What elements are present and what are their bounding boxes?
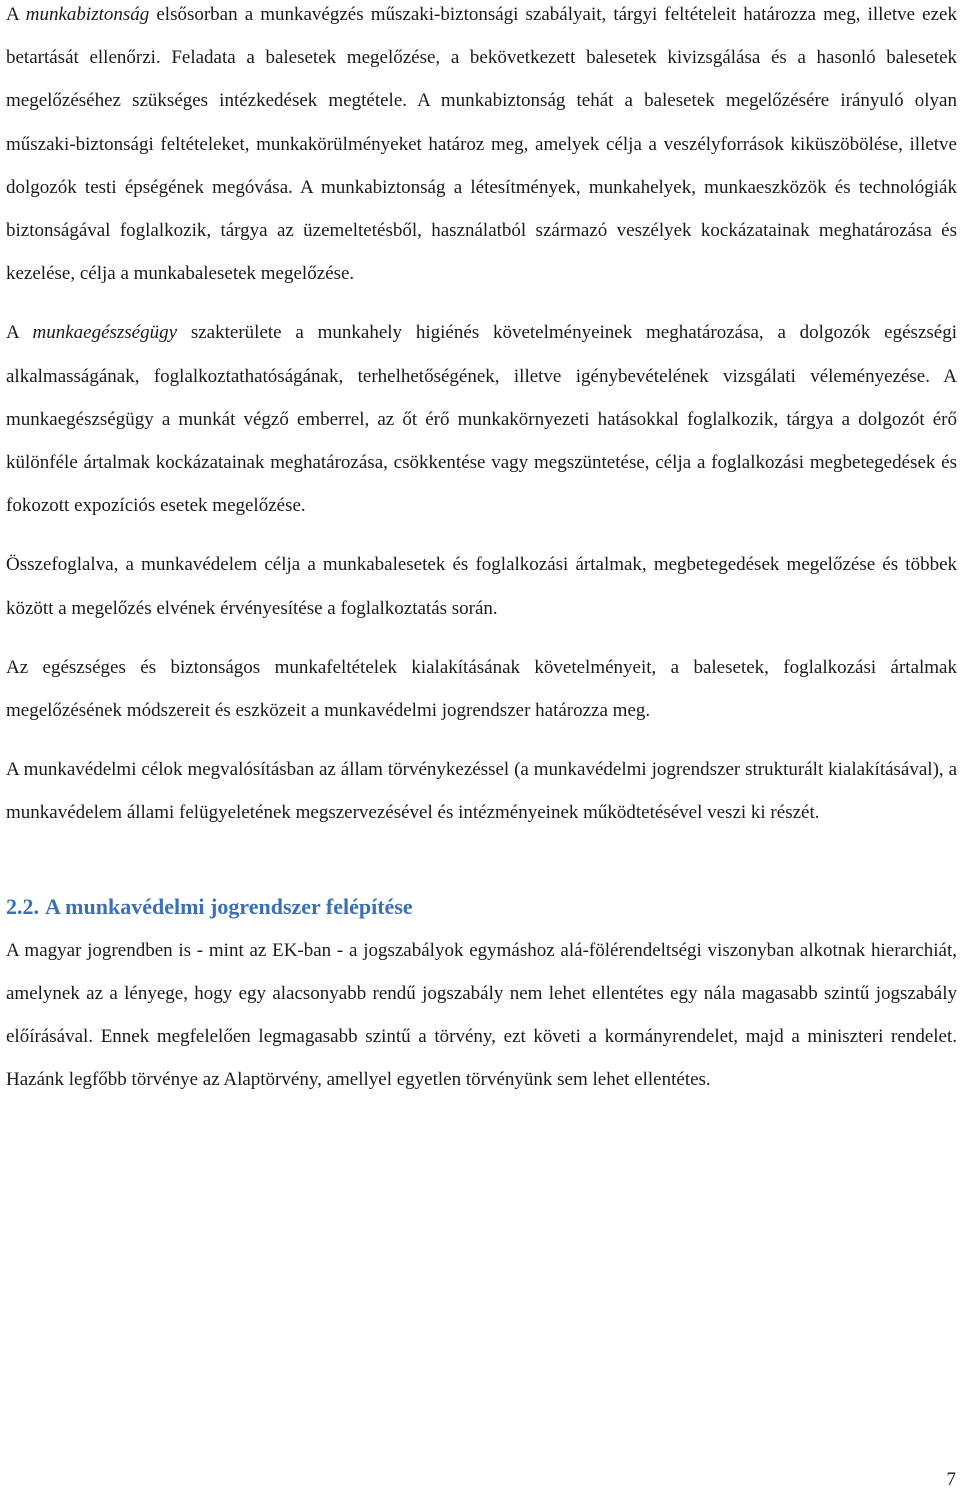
paragraph-prefix: A [6, 322, 33, 344]
term-munkaegeszsegugy: munkaegészségügy [32, 322, 178, 344]
section-heading [6, 885, 957, 929]
paragraph-body: elsősorban a munkavégzés műszaki-biztonsági szabályait, tárgyi feltételeit határozza meg, illetve ezek betartását ellenőrzi. Feladata a balesetek megelőzése, a bekövetkezett balesetek kivizsgálása és a hasonló balesetek megelőzéséhez szükséges intézkedések megtétele. A munkabiztonság tehát a balesetek megelőzésére irányuló olyan műszaki-biztonsági feltételeket, munkakörülményeket határoz meg, amelyek célja a veszélyforrások kiküszöbölése, illetve dolgozók testi épségének megóvása. A munkabiztonság a létesítmények, munkahelyek, munkaeszközök és technológiák biztonságával foglalkozik, tárgya az üzemeltetésből, használatból származó veszélyek kockázatainak meghatározása és kezelése, célja a munkabalesetek megelőzése. [6, 4, 957, 285]
paragraph-summary: Összefoglalva, a munkavédelem célja a munkabalesetek és foglalkozási ártalmak, megbetegedések megelőzése és többek között a megelőzés elvének érvényesítése a foglalkoztatás során. [6, 554, 957, 619]
paragraph-body: szakterülete a munkahely higiénés követelményeinek meghatározása, a dolgozók egészségi alkalmasságának, foglalkoztathatóságának, terhelhetőségének, illetve igénybevételének vizsgálati véleményezése. A munkaegészségügy a munkát végző emberrel, az őt érő munkakörnyezeti hatásokkal foglalkozik, tárgya a dolgozót érő különféle ártalmak kockázatainak meghatározása, csökkentése vagy megszüntetése, célja a foglalkozási megbetegedések és fokozott expozíciós esetek megelőzése. [6, 322, 957, 517]
paragraph-prefix: A [6, 4, 26, 25]
section-title: A munkavédelmi jogrendszer felépítése [45, 893, 413, 919]
paragraph-munkabiztonsag [6, 0, 957, 295]
paragraph-munkaegeszsegugy [6, 311, 957, 527]
page-number: 7 [946, 1469, 956, 1490]
document-page [6, 0, 957, 1101]
paragraph-legal-hierarchy: A magyar jogrendben is - mint az EK-ban - a jogszabályok egymáshoz alá-fölérendeltségi viszonyban alkotnak hierarchiát, amelynek az a lényege, hogy egy alacsonyabb rendű jogszabály nem lehet ellentétes egy nála magasabb szintű jogszabály előírásával. Ennek megfelelően legmagasabb szintű a törvény, ezt követi a kormányrendelet, majd a miniszteri rendelet. Hazánk legfőbb törvénye az Alaptörvény, amellyel egyetlen törvényünk sem lehet ellentétes. [6, 939, 957, 1091]
paragraph-state-role: A munkavédelmi célok megvalósításban az állam törvénykezéssel (a munkavédelmi jogrendszer strukturált kialakításával), a munkavédelem állami felügyeletének megszervezésével és intézményeinek működtetésével veszi ki részét. [6, 759, 957, 824]
paragraph-requirements: Az egészséges és biztonságos munkafeltételek kialakításának követelményeit, a balesetek, foglalkozási ártalmak megelőzésének módszereit és eszközeit a munkavédelmi jogrendszer határozza meg. [6, 656, 957, 722]
term-munkabiztonsag: munkabiztonság [25, 4, 150, 25]
section-number: 2.2. [6, 893, 39, 919]
